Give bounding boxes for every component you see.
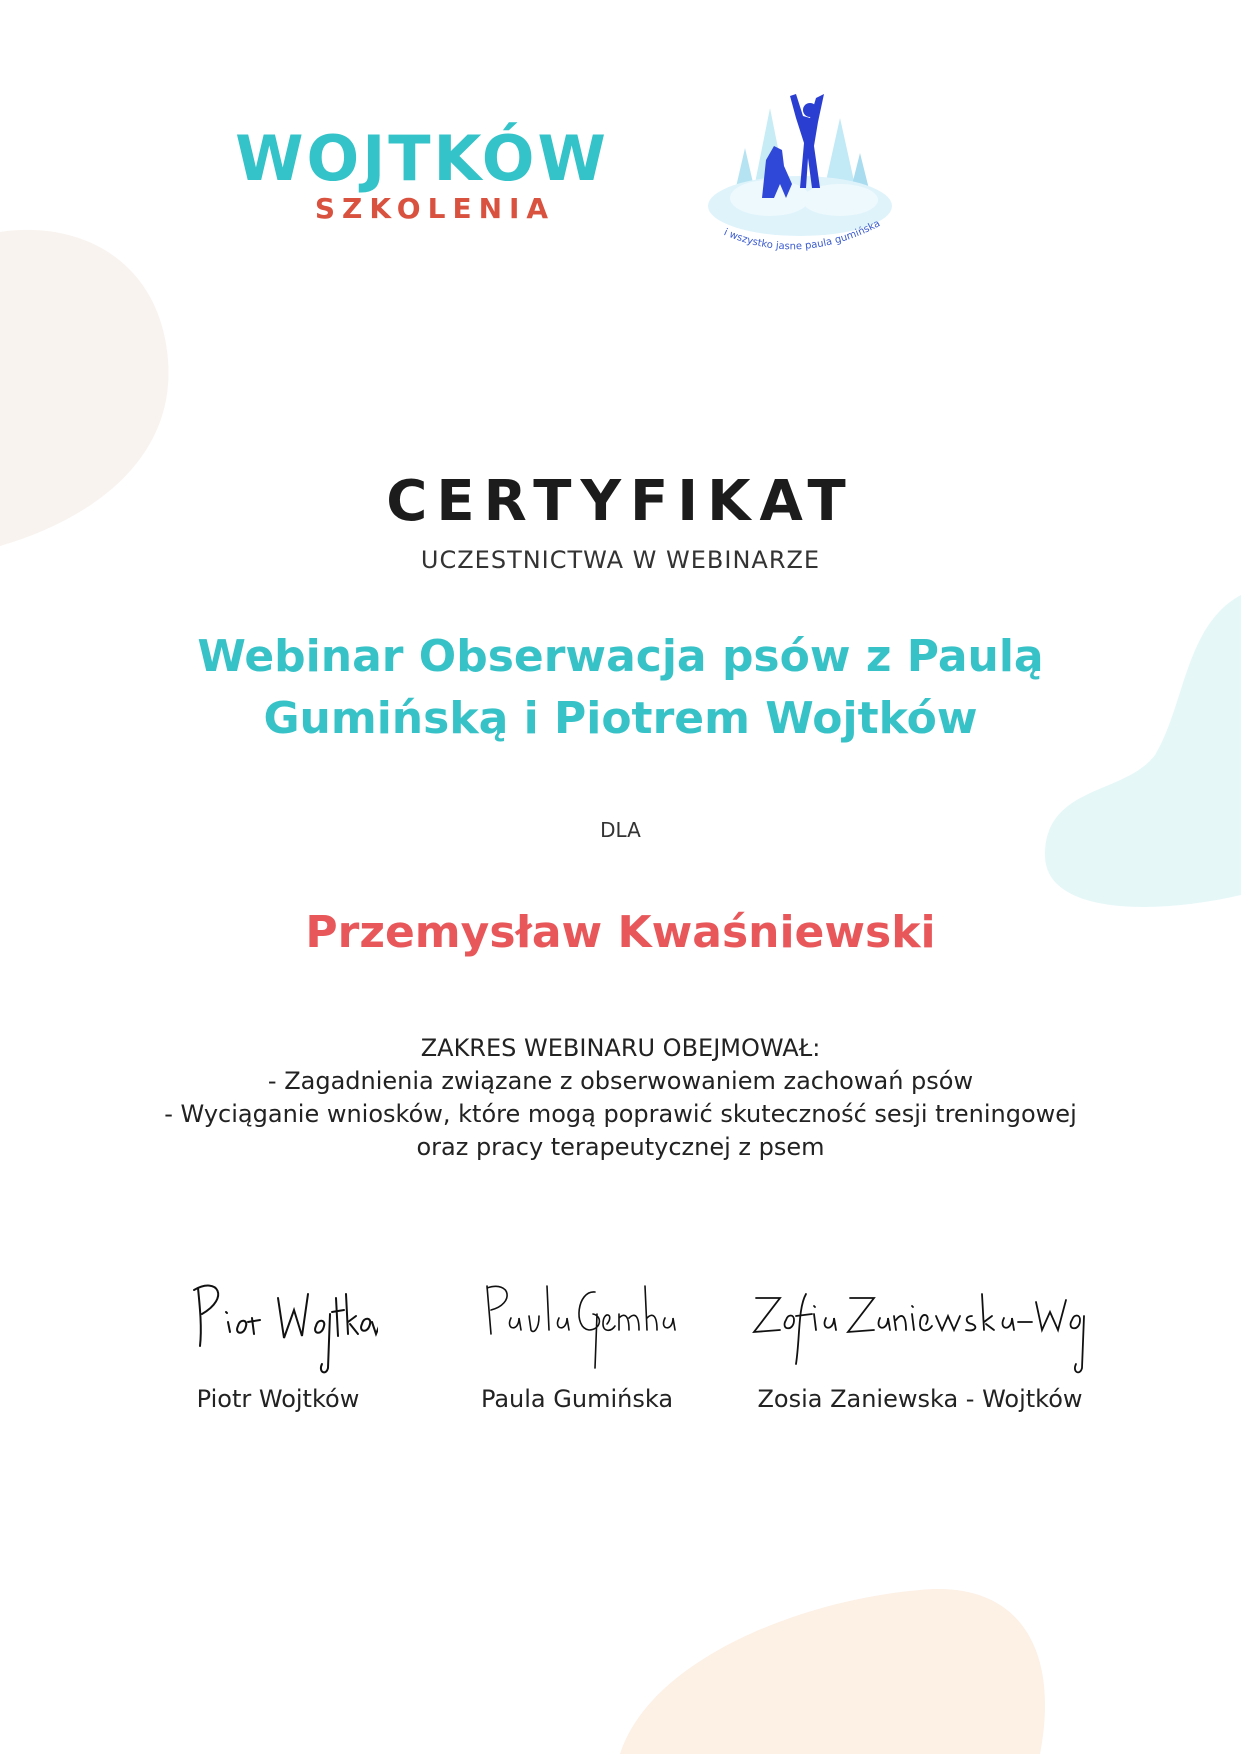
- signature-piotr: [178, 1268, 378, 1378]
- certificate-title: CERTYFIKAT: [386, 469, 855, 534]
- wojtkow-logo: [222, 122, 622, 226]
- scope-section: [60, 1032, 1181, 1164]
- signature-name: Zosia Zaniewska - Wojtków: [757, 1385, 1083, 1413]
- webinar-title: Webinar Obserwacja psów z Paulą Gumińską i Piotrem Wojtków: [197, 631, 1044, 744]
- partner-logo: [700, 88, 900, 263]
- logo-brand-main: WOJTKÓW: [235, 122, 609, 195]
- signature-name: Piotr Wojtków: [196, 1385, 360, 1413]
- signature-block-piotr: [168, 1268, 388, 1414]
- scope-line: oraz pracy terapeutycznej z psem: [416, 1133, 825, 1161]
- signature-zosia: [740, 1268, 1100, 1378]
- signature-block-paula: [462, 1268, 692, 1414]
- for-label: DLA: [600, 818, 641, 842]
- signature-block-zosia: [730, 1268, 1110, 1414]
- signature-paula: [477, 1268, 677, 1378]
- scope-line: - Wyciąganie wniosków, które mogą poprawić skuteczność sesji treningowej: [164, 1100, 1077, 1128]
- logo-brand-sub: SZKOLENIA: [314, 192, 556, 225]
- scope-heading: ZAKRES WEBINARU OBEJMOWAŁ:: [420, 1034, 821, 1062]
- svg-text:i wszystko jasne paula gumińsk: i wszystko jasne paula gumińska: [722, 218, 883, 253]
- certificate-subtitle: UCZESTNICTWA W WEBINARZE: [420, 546, 821, 574]
- scope-line: - Zagadnienia związane z obserwowaniem zachowań psów: [267, 1067, 974, 1095]
- decor-blob-bottom: [580, 1580, 1080, 1754]
- signature-name: Paula Gumińska: [480, 1385, 674, 1413]
- recipient-name: Przemysław Kwaśniewski: [305, 907, 936, 958]
